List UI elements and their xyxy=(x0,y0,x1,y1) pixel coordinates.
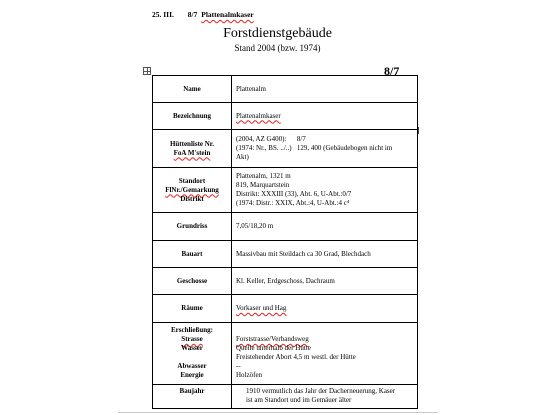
row-value[interactable] xyxy=(232,103,418,130)
document-header xyxy=(152,10,254,19)
row-value[interactable]: Kl. Keller, Erdgeschoss, Dachraum xyxy=(232,268,418,295)
wasser-value-1: Quelle unterhalb der Hütte xyxy=(236,344,311,352)
document-subtitle: Stand 2004 (bzw. 1974) xyxy=(234,43,321,53)
standort-line-2: 819, Marquartstein xyxy=(236,181,290,189)
table-row xyxy=(153,76,418,103)
table-row xyxy=(153,295,418,323)
wasser-value-2: Freistehender Abort 4,5 m westl. der Hütte xyxy=(236,353,356,361)
row-label: Bauart xyxy=(153,241,232,268)
baujahr-line-2: ist am Standort und im Gemäuer älter xyxy=(246,396,352,404)
table-row xyxy=(153,103,418,130)
row-label: Geschosse xyxy=(153,268,232,295)
erschliessung-label: Erschließung: xyxy=(170,326,213,334)
flnr-label: FlNr./Gemarkung xyxy=(165,185,219,194)
row-value[interactable]: 7,05/18,20 m xyxy=(232,213,418,241)
wasser-label: Wasser xyxy=(181,344,203,352)
row-value[interactable] xyxy=(232,323,418,385)
standort-line-1: Plattenalm, 1321 m xyxy=(236,172,291,180)
table-row xyxy=(153,213,418,241)
row-label: Baujahr xyxy=(153,385,232,409)
distrikt-label: Distrikt xyxy=(180,194,204,203)
row-value[interactable]: Plattenalm xyxy=(232,76,418,103)
strasse-value: Forststrasse/Verbandsweg xyxy=(236,335,309,343)
energie-value: Holzöfen xyxy=(236,371,263,379)
bezeichnung-value: Plattenalmkaser xyxy=(236,111,281,120)
row-label xyxy=(153,168,232,213)
spacer xyxy=(236,326,413,335)
row-value[interactable] xyxy=(232,168,418,213)
raeume-value: Vorkaser und Hag xyxy=(236,304,287,312)
table-row xyxy=(153,168,418,213)
standort-line-3: Distrikt: XXXIII (33), Abt. 6, U-Abt.:0/7 xyxy=(236,190,352,198)
row-label xyxy=(153,130,232,168)
header-name: Plattenalmkaser xyxy=(201,10,254,19)
table-row xyxy=(153,268,418,295)
page-number: 8/7 xyxy=(384,64,400,78)
row-label xyxy=(153,323,232,385)
row-label: Name xyxy=(153,76,232,103)
document-title: Forstdienstgebäude xyxy=(223,26,332,41)
spacer xyxy=(157,353,227,362)
table-row xyxy=(153,241,418,268)
huettenliste-line-2: (1974: Nr., BS. ../..) 129, 400 (Gebäudebogen nicht im xyxy=(236,144,393,152)
standort-label: Standort xyxy=(178,176,206,185)
table-move-handle-icon[interactable] xyxy=(143,67,151,75)
row-value[interactable] xyxy=(232,385,418,409)
page-boundary xyxy=(118,412,438,413)
energie-label: Energie xyxy=(180,371,204,379)
row-value[interactable] xyxy=(232,295,418,323)
row-label: Grundriss xyxy=(153,213,232,241)
text-cursor xyxy=(418,127,419,134)
data-table xyxy=(152,75,418,409)
table-row xyxy=(153,385,418,409)
abwasser-label: Abwasser xyxy=(177,362,207,370)
baujahr-line-1: 1910 vermutlich das Jahr der Dacherneuerung, Kaser xyxy=(246,387,396,395)
table-row xyxy=(153,130,418,168)
row-value[interactable] xyxy=(232,130,418,168)
foa-label: FoA M'stein xyxy=(173,148,211,157)
strasse-label: Strasse xyxy=(181,335,203,343)
header-date: 25. III. xyxy=(152,10,174,19)
huettenliste-line-1: (2004, AZ G400): 8/7 xyxy=(236,135,306,143)
row-value[interactable]: Massivbau mit Steildach ca 30 Grad, Blechdach xyxy=(232,241,418,268)
abwasser-value: -- xyxy=(236,362,241,370)
header-code: 8/7 xyxy=(187,10,198,19)
row-label: Bezeichnung xyxy=(153,103,232,130)
standort-line-4: (1974: Distr.: XXIX, Abt.:4, U-Abt.:4 c⁴ xyxy=(236,199,350,207)
huettenliste-line-3: Akt) xyxy=(236,153,249,161)
row-label: Räume xyxy=(153,295,232,323)
table-row xyxy=(153,323,418,385)
huettenliste-label: Hüttenliste Nr. xyxy=(169,139,215,148)
